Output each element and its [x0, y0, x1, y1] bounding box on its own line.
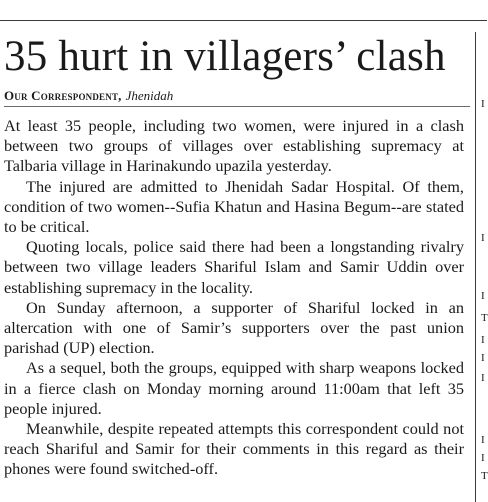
adjacent-column-edge [481, 0, 487, 502]
byline [4, 88, 464, 104]
edge-glyph: I [481, 232, 485, 244]
edge-glyph: I [481, 98, 485, 110]
edge-glyph: T [481, 312, 488, 324]
edge-glyph: I [481, 352, 485, 364]
top-rule [0, 20, 487, 21]
column-divider [475, 32, 476, 502]
byline-rule [4, 106, 470, 107]
byline-author: Our Correspondent, [4, 88, 122, 103]
paragraph: Meanwhile, despite repeated attempts this correspondent could not reach Shariful and Samir for their comments in this regard as their phones were found switched-off. [4, 419, 464, 479]
news-article [4, 28, 464, 480]
paragraph: On Sunday afternoon, a supporter of Shariful locked in an altercation with one of Samir’s supporters over the past union parishad (UP) election. [4, 297, 464, 358]
edge-glyph: I [481, 372, 485, 384]
edge-glyph: I [481, 290, 485, 302]
paragraph: At least 35 people, including two women, were injured in a clash between two groups of villages over establishing supremacy at Talbaria village in Harinakundo upazila yesterday. [4, 116, 464, 176]
paragraph: The injured are admitted to Jhenidah Sadar Hospital. Of them, condition of two women--Sufia Khatun and Hasina Begum--are stated to be critical. [4, 176, 464, 237]
paragraph: Quoting locals, police said there had been a longstanding rivalry between two village leaders Shariful Islam and Samir Uddin over establishing supremacy in the locality. [4, 237, 464, 297]
byline-location: Jhenidah [125, 88, 174, 103]
paragraph: As a sequel, both the groups, equipped with sharp weapons locked in a fierce clash on Monday morning around 11:00am that left 35 people injured. [4, 358, 464, 418]
edge-glyph: I [481, 452, 485, 464]
edge-glyph: T [481, 470, 488, 482]
edge-glyph: I [481, 434, 485, 446]
headline: 35 hurt in villagers’ clash [4, 33, 446, 80]
edge-glyph: I [481, 334, 485, 346]
article-body [4, 116, 464, 480]
